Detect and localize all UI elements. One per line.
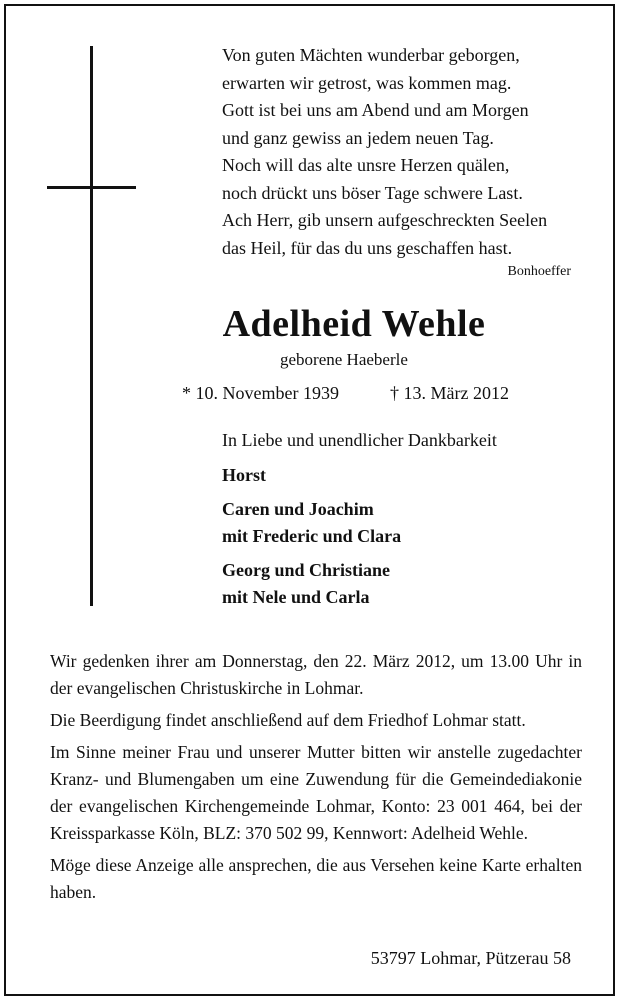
- family-member: mit Frederic und Clara: [222, 526, 402, 546]
- address: 53797 Lohmar, Pützerau 58: [370, 948, 571, 968]
- family-member: Georg und Christiane: [222, 560, 391, 580]
- notice-paragraph: Möge diese Anzeige alle ansprechen, die aus Versehen keine Karte erhalten haben.: [50, 855, 582, 902]
- birth-date: * 10. November 1939: [182, 383, 339, 403]
- cross-icon-crossbar: [47, 186, 136, 189]
- deceased-name: Adelheid Wehle: [222, 303, 486, 345]
- poem-line: noch drückt uns böser Tage schwere Last.: [222, 182, 523, 203]
- family-signature: [222, 430, 582, 618]
- obituary-frame: [4, 4, 615, 996]
- birth-name: geborene Haeberle: [280, 350, 408, 369]
- poem-line: Von guten Mächten wunderbar geborgen,: [222, 45, 520, 65]
- notice-paragraph: Die Beerdigung findet anschließend auf dem Friedhof Lohmar statt.: [50, 710, 526, 730]
- poem-line: das Heil, für das du uns geschaffen hast.: [222, 237, 513, 258]
- poem-line: Noch will das alte unsre Herzen quälen,: [222, 155, 510, 175]
- poem-line: Ach Herr, gib unsern aufgeschreckten Seelen: [222, 210, 548, 230]
- family-group: [222, 462, 582, 489]
- poem-line: und ganz gewiss an jedem neuen Tag.: [222, 127, 494, 148]
- life-dates: [182, 383, 509, 404]
- poem-line: Gott ist bei uns am Abend und am Morgen: [222, 100, 529, 120]
- family-member: Caren und Joachim: [222, 499, 374, 519]
- family-member: Horst: [222, 465, 266, 485]
- notice-paragraph: Im Sinne meiner Frau und unserer Mutter bitten wir anstelle zugedachter Kranz- und Blumengaben um eine Zuwendung für die Gemeindediakonie der evangelischen Kirchengemeinde Lohmar, Konto: 23 001 464, bei der Kreissparkasse Köln, BLZ: 370 502 99, Kennwort: Adelheid Wehle.: [50, 742, 582, 843]
- family-group: [222, 557, 582, 611]
- family-member: mit Nele und Carla: [222, 587, 370, 607]
- poem-line: erwarten wir getrost, was kommen mag.: [222, 72, 512, 93]
- death-date: † 13. März 2012: [390, 383, 509, 403]
- funeral-notice: [50, 648, 582, 911]
- family-intro: In Liebe und unendlicher Dankbarkeit: [222, 430, 497, 450]
- family-group: [222, 496, 582, 550]
- notice-paragraph: Wir gedenken ihrer am Donnerstag, den 22. März 2012, um 13.00 Uhr in der evangelischen Christuskirche in Lohmar.: [50, 651, 582, 698]
- poem: [222, 42, 592, 262]
- poem-author: Bonhoeffer: [507, 264, 571, 279]
